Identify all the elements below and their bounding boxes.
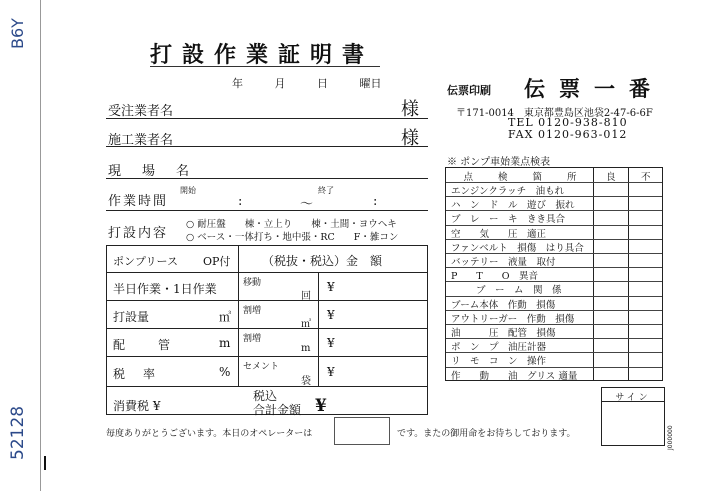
end-label: 終了: [318, 186, 334, 195]
table-hline-2: [107, 300, 427, 301]
insp-col-bad: 不: [641, 172, 651, 183]
yen-2: ¥: [327, 308, 335, 322]
extra-unit-1: ㎥: [301, 319, 311, 330]
insp-vline-1: [593, 168, 594, 380]
extra-unit-2: m: [301, 343, 311, 354]
volume-unit: ㎥: [219, 310, 232, 324]
incl-tax-label: 税込: [253, 389, 278, 403]
time-tilde: 〜: [300, 197, 314, 212]
serial-number: J000000: [667, 425, 674, 450]
table-vline-2: [318, 272, 319, 386]
margin-tick: [44, 456, 46, 470]
insp-row-label: エンジンクラッチ 油もれ: [451, 186, 565, 197]
placement-option-1[interactable]: ○ 耐圧盤 棟・立上り 棟・土間・ヨウヘキ: [186, 219, 397, 230]
extra-label-1: 割増: [243, 306, 262, 316]
client-label: 受注業者名: [108, 104, 174, 119]
op-included-label: OP付: [203, 255, 231, 268]
footer-text-before: 毎度ありがとうございます。本日のオペレーターは: [106, 429, 313, 439]
weekday-label: 曜日: [359, 77, 382, 90]
table-vline-1: [238, 246, 239, 386]
pricing-table: [106, 245, 428, 415]
insp-row-label: バッテリー 液量 取付: [451, 257, 556, 268]
sign-label: サイン: [615, 393, 651, 403]
tax-rate-unit: %: [219, 365, 231, 379]
insp-row-label: ハ ン ド ル 遊び 振れ: [451, 200, 575, 212]
site-field[interactable]: [106, 178, 428, 179]
yen-3: ¥: [327, 336, 335, 350]
insp-row-label: リ モ コ ン 操作: [451, 356, 547, 368]
site-label: 現 場 名: [108, 164, 194, 179]
client-suffix: 様: [401, 99, 419, 120]
yen-4: ¥: [327, 365, 335, 379]
inspection-title: ※ ポンプ車始業点検表: [447, 157, 551, 168]
year-label: 年: [232, 77, 243, 90]
document-title: 打設作業証明書: [150, 42, 375, 68]
operator-name-box[interactable]: [334, 417, 390, 445]
insp-row-label: P T O 異音: [451, 271, 539, 283]
total-label: 合計金額: [253, 403, 302, 417]
volume-label: 打設量: [113, 310, 150, 324]
piping-unit: m: [219, 336, 231, 350]
end-colon: :: [373, 194, 378, 209]
footer-text-after: です。またの御用命をお待ちしております。: [397, 429, 576, 439]
bags-unit: 袋: [301, 376, 311, 387]
insp-vline-2: [628, 168, 629, 380]
firm-label: 伝票印刷: [447, 84, 491, 97]
times-unit: 回: [301, 291, 311, 302]
insp-row-label: ブ レ ー キ きき具合: [451, 214, 566, 226]
insp-row-label: 作 動 油 グリス 適量: [451, 370, 578, 382]
start-label: 開始: [180, 186, 196, 195]
insp-row-label: アウトリーガー 作動 損傷: [451, 313, 575, 325]
start-colon: :: [238, 194, 243, 209]
consumption-tax-label: 消費税 ¥: [113, 399, 161, 413]
half-day-label: 半日作業・1日作業: [113, 282, 217, 296]
extra-label-2: 割増: [243, 334, 262, 344]
date-line: [232, 75, 382, 91]
yen-1: ¥: [327, 280, 335, 294]
insp-col-good: 良: [606, 172, 616, 183]
form-code-top: B6Y: [8, 18, 27, 50]
tax-rate-label: 税 率: [113, 367, 159, 381]
month-label: 月: [274, 77, 286, 90]
form-code-bottom: 52128: [8, 405, 28, 461]
contractor-suffix: 様: [401, 128, 419, 149]
cement-label: セメント: [243, 362, 280, 372]
day-label: 日: [317, 77, 328, 90]
placement-option-2[interactable]: ○ ベース・一体打ち・地中張・RC F・雑コン: [186, 232, 399, 243]
contractor-field[interactable]: [106, 146, 428, 147]
pump-lease-label: ポンプリース: [113, 255, 179, 268]
moving-label: 移動: [243, 278, 262, 288]
firm-address: 〒171-0014 東京都豊島区池袋2-47-6-6F: [456, 108, 653, 119]
insp-row-label: ブ ー ム 関 係: [476, 285, 562, 297]
insp-row-label: 空 気 圧 適正: [451, 228, 547, 240]
inspection-table: [445, 167, 663, 381]
insp-row-label: ブーム本体 作動 損傷: [451, 299, 556, 311]
amount-header: （税抜・税込）金 額: [262, 254, 383, 268]
total-yen: ¥: [315, 396, 327, 416]
table-hline-3: [107, 328, 427, 329]
firm-tel: TEL 0120-938-810: [508, 116, 628, 129]
firm-fax: FAX 0120-963-012: [508, 128, 628, 141]
insp-row-label: 油 圧 配管 損傷: [451, 328, 556, 339]
firm-name: 伝票一番: [524, 76, 664, 101]
piping-label: 配 管: [113, 338, 174, 352]
placement-label: 打設内容: [108, 226, 169, 241]
work-time-label: 作業時間: [108, 194, 169, 209]
work-time-field[interactable]: [106, 210, 428, 211]
table-hline-1: [107, 272, 427, 273]
contractor-label: 施工業者名: [108, 133, 174, 148]
insp-row-label: ポ ン プ 油圧計器: [451, 342, 547, 354]
insp-col-item: 点 検 箇 所: [463, 172, 579, 183]
insp-row-label: ファンベルト 損傷 はり具合: [451, 242, 584, 254]
table-hline-4: [107, 356, 427, 357]
client-field[interactable]: [106, 118, 428, 119]
sign-divider: [601, 401, 665, 402]
title-underline: [150, 66, 380, 67]
